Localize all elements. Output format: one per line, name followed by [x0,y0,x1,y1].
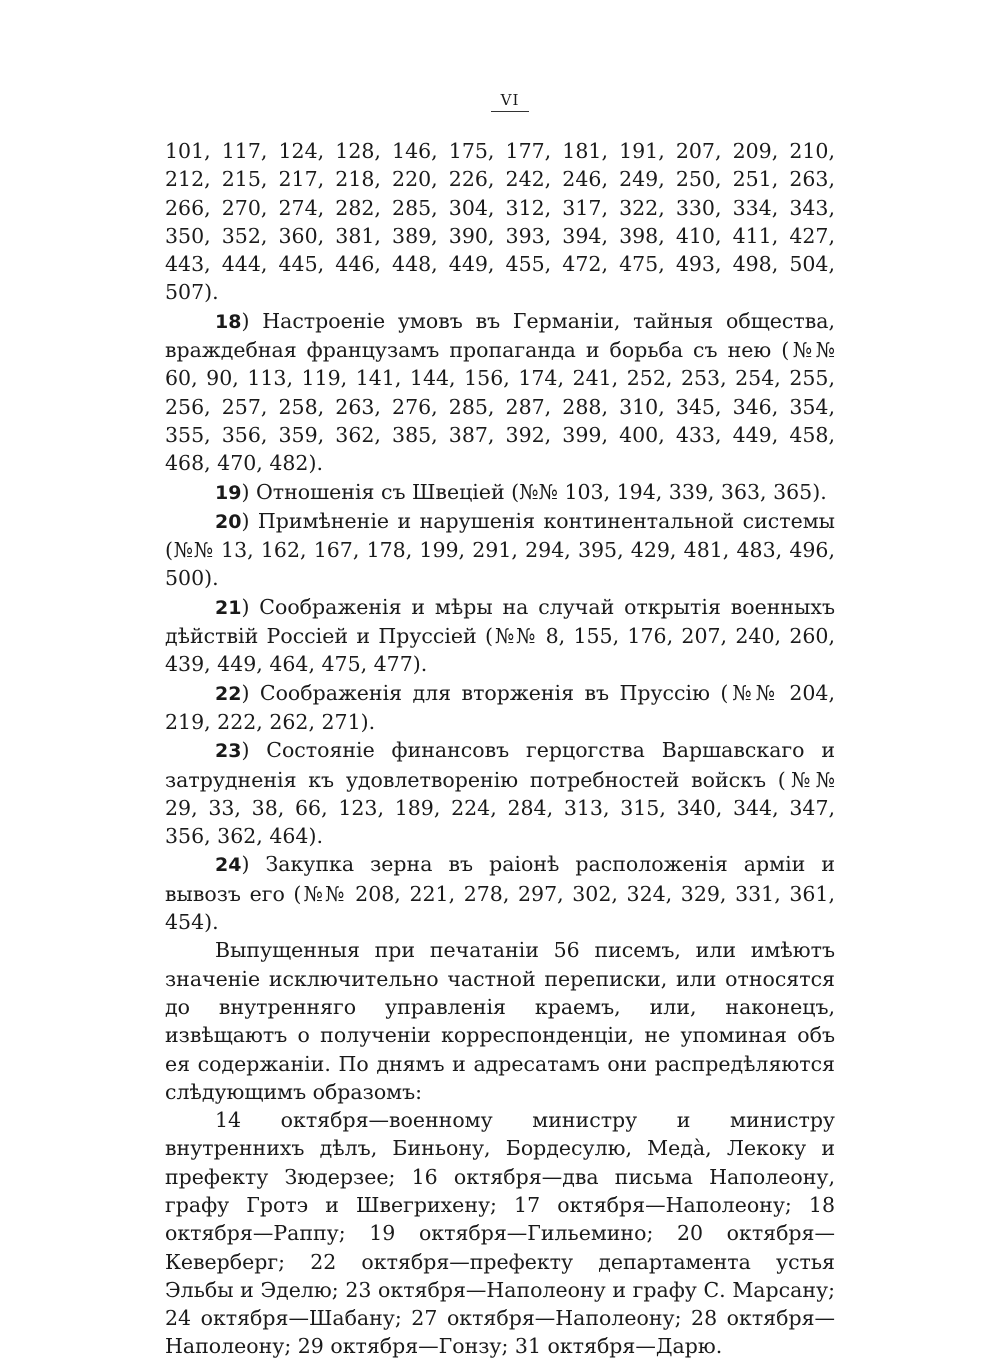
paragraph-18 [165,307,835,478]
paragraph-text: 14 октября—военному министру и министру внутреннихъ дѣлъ, Биньону, Бордесулю, Медà, Лекоку и префекту Зюдерзее; 16 октября—два письма Наполеону, графу Гротэ и Швегрихену; 17 октября—Наполеону; 18 октября—Раппу; 19 октября—Гильемино; 20 октября—Кеверберг; 22 октября—префекту департамента устья Эльбы и Эделю; 23 октября—Наполеону и графу С. Марсану; 24 октября—Шабану; 27 октября—Наполеону; 28 октября—Наполеону; 29 октября—Гонзу; 31 октября—Дарю. [165,1108,835,1359]
paragraph-text: ) Соображенія для вторженія въ Пруссію (№№ 204, 219, 222, 262, 271). [165,680,835,734]
page-number-label: VI [491,91,530,112]
item-number: 18 [215,310,242,333]
paragraph-text: ) Закупка зерна въ раіонѣ расположенія арміи и вывозъ его (№№ 208, 221, 278, 297, 302, 324, 329, 331, 361, 454). [165,852,835,935]
item-number: 20 [215,510,242,533]
paragraph-19 [165,478,835,507]
paragraph-text: Выпущенныя при печатаніи 56 писемъ, или имѣютъ значеніе исключительно частной переписки, или относятся до внутренняго управленія краемъ, или, наконецъ, извѣщаютъ о полученіи корреспонденціи, не упоминая объ ея содержаніи. По днямъ и адресатамъ они распредѣляются слѣдующимъ образомъ: [165,938,835,1104]
paragraph-text: 101, 117, 124, 128, 146, 175, 177, 181, 191, 207, 209, 210, 212, 215, 217, 218, 220, 226, 242, 246, 249, 250, 251, 263, 266, 270, 274, 282, 285, 304, 312, 317, 322, 330, 334, 343, 350, 352, 360, 381, 389, 390, 393, 394, 398, 410, 411, 427, 443, 444, 445, 446, 448, 449, 455, 472, 475, 493, 498, 504, 507). [165,139,835,305]
book-page [165,88,835,1361]
page-number [165,88,835,112]
paragraph-24 [165,850,835,936]
item-number: 22 [215,682,242,705]
paragraph-text: ) Настроеніе умовъ въ Германіи, тайныя общества, враждебная французамъ пропаганда и борьба съ нею (№№ 60, 90, 113, 119, 141, 144, 156, 174, 241, 252, 253, 254, 255, 256, 257, 258, 263, 276, 285, 287, 288, 310, 345, 346, 354, 355, 356, 359, 362, 385, 387, 392, 399, 400, 433, 449, 458, 468, 470, 482). [165,308,835,476]
page-body [165,137,835,1361]
item-number: 19 [215,481,242,504]
paragraph-text: ) Соображенія и мѣры на случай открытія военныхъ дѣйствій Россіей и Пруссіей (№№ 8, 155, 176, 207, 240, 260, 439, 449, 464, 475, 477). [165,594,835,677]
item-number: 23 [215,740,242,763]
paragraph-text: ) Примѣненіе и нарушенія континентальной системы (№№ 13, 162, 167, 178, 199, 291, 294, 395, 429, 481, 483, 496, 500). [165,508,835,591]
paragraph-dates-addressees [165,1106,835,1361]
paragraph-20 [165,507,835,593]
paragraph-21 [165,593,835,679]
item-number: 21 [215,596,242,619]
paragraph-text: ) Состояніе финансовъ герцогства Варшавскаго и затрудненія къ удовлетворенію потребностей войскъ (№№ 29, 33, 38, 66, 123, 189, 224, 284, 313, 315, 340, 344, 347, 356, 362, 464). [165,738,835,849]
item-number: 24 [215,854,242,877]
paragraph-22 [165,679,835,737]
paragraph-23 [165,736,835,850]
paragraph-text: ) Отношенія съ Швеціей (№№ 103, 194, 339, 363, 365). [241,479,827,504]
paragraph-omitted-letters [165,936,835,1106]
paragraph-number-list-continued [165,137,835,307]
